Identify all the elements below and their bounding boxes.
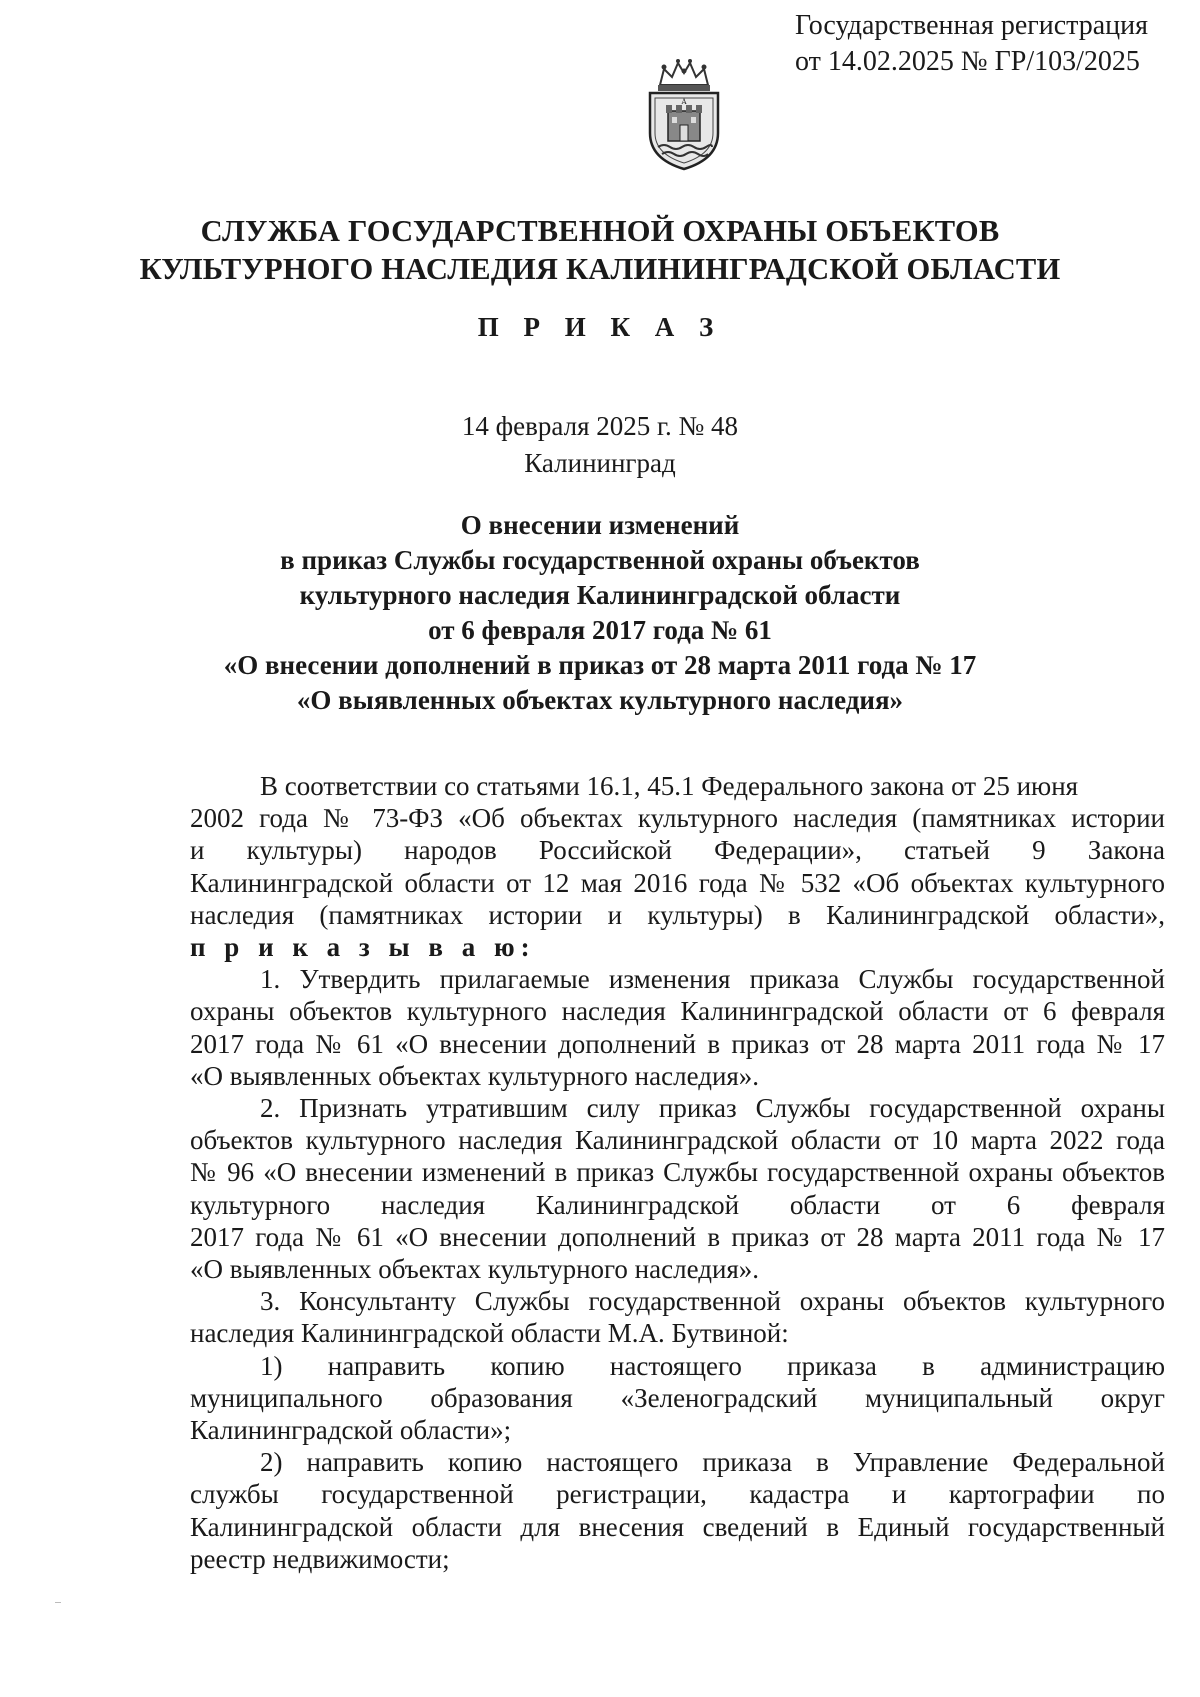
item-2-paragraph (190, 1092, 1165, 1285)
item-3-2-line: 2) направить копию настоящего приказа в Управление Федеральной (260, 1447, 1165, 1478)
item-3-paragraph (190, 1285, 1165, 1349)
title-line-1: О внесении изменений (460, 510, 740, 540)
item-3-1-paragraph (190, 1350, 1165, 1447)
order-verb: п р и к а з ы в а ю: (190, 932, 536, 963)
preamble-line: Калининградской области от 12 мая 2016 года № 532 «Об объектах культурного (190, 867, 1165, 898)
preamble-line: 2002 года № 73-ФЗ «Об объектах культурного наследия (памятниках истории (190, 803, 1165, 834)
registration-stamp (795, 8, 1148, 80)
item-3-2-line: службы государственной регистрации, кадастра и картографии по (190, 1479, 1165, 1510)
item-1-line: 1. Утвердить прилагаемые изменения приказа Службы государственной (260, 964, 1165, 995)
document-city: Калининград (524, 448, 676, 478)
document-type-heading: П Р И К А З (477, 312, 723, 342)
registration-line-1: Государственная регистрация (795, 10, 1148, 41)
item-2-line: объектов культурного наследия Калининградской области от 10 марта 2022 года (190, 1125, 1165, 1156)
item-3-1-line: Калининградской области»; (190, 1415, 512, 1446)
item-1-paragraph (190, 963, 1165, 1092)
title-line-6: «О выявленных объектах культурного наследия» (296, 685, 904, 715)
item-3-line: наследия Калининградской области М.А. Бутвиной: (190, 1318, 789, 1349)
preamble-line: В соответствии со статьями 16.1, 45.1 Федерального закона от 25 июня (260, 771, 1079, 801)
item-3-2-line: реестр недвижимости; (190, 1543, 450, 1574)
organization-name-line-1: СЛУЖБА ГОСУДАРСТВЕННОЙ ОХРАНЫ ОБЪЕКТОВ (200, 214, 1000, 248)
item-2-line: культурного наследия Калининградской области от 6 февраля (190, 1189, 1165, 1220)
kaliningrad-region-coat-of-arms-icon (638, 55, 730, 173)
item-1-line: «О выявленных объектах культурного наследия». (190, 1060, 760, 1091)
item-3-2-paragraph (190, 1446, 1165, 1575)
organization-name (0, 212, 1200, 288)
date-and-place (0, 408, 1200, 482)
item-3-1-line: муниципального образования «Зеленоградский муниципальный округ (190, 1382, 1165, 1413)
preamble-line: и культуры) народов Российской Федерации», статьей 9 Закона (190, 835, 1165, 866)
registration-line-2: от 14.02.2025 № ГР/103/2025 (795, 46, 1140, 77)
item-2-line: № 96 «О внесении изменений в приказ Службы государственной охраны объектов (190, 1157, 1165, 1188)
item-1-line: охраны объектов культурного наследия Калининградской области от 6 февраля (190, 996, 1165, 1027)
item-3-line: 3. Консультанту Службы государственной охраны объектов культурного (260, 1286, 1165, 1317)
item-1-line: 2017 года № 61 «О внесении дополнений в приказ от 28 марта 2011 года № 17 (190, 1028, 1165, 1059)
item-3-1-line: 1) направить копию настоящего приказа в администрацию (260, 1350, 1165, 1381)
organization-name-line-2: КУЛЬТУРНОГО НАСЛЕДИЯ КАЛИНИНГРАДСКОЙ ОБЛАСТИ (139, 252, 1061, 286)
title-line-3: культурного наследия Калининградской области (299, 580, 901, 610)
svg-text:A: A (681, 98, 687, 106)
title-line-5: «О внесении дополнений в приказ от 28 марта 2011 года № 17 (223, 650, 977, 680)
item-2-line: «О выявленных объектах культурного наследия». (190, 1254, 760, 1285)
item-3-2-line: Калининградской области для внесения сведений в Единый государственный (190, 1511, 1165, 1542)
preamble-paragraph (190, 770, 1165, 963)
item-2-line: 2. Признать утратившим силу приказ Службы государственной охраны (260, 1093, 1165, 1124)
item-2-line: 2017 года № 61 «О внесении дополнений в приказ от 28 марта 2011 года № 17 (190, 1221, 1165, 1252)
preamble-line: наследия (памятниках истории и культуры) в Калининградской области», (190, 899, 1165, 930)
document-date-number: 14 февраля 2025 г. № 48 (461, 411, 739, 441)
title-line-4: от 6 февраля 2017 года № 61 (428, 615, 772, 645)
document-body (190, 770, 1165, 1575)
title-line-2: в приказ Службы государственной охраны объектов (280, 545, 920, 575)
scan-margin-mark (55, 1602, 61, 1603)
document-title (0, 508, 1200, 718)
